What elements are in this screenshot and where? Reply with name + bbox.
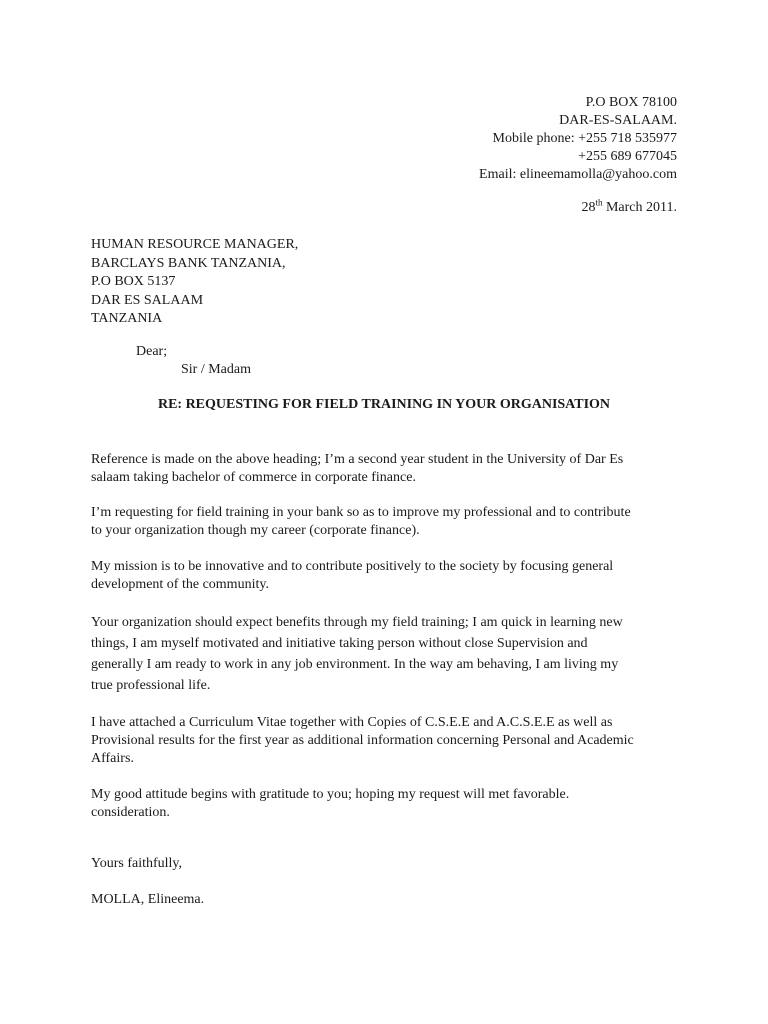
body-paragraph-5: [91, 714, 686, 768]
subject-heading: [0, 397, 768, 413]
paragraph-line: salaam taking bachelor of commerce in corporate finance.: [91, 470, 416, 485]
sender-address-block: [479, 94, 677, 184]
paragraph-line: generally I am ready to work in any job environment. In the way am behaving, I am living my: [91, 657, 619, 672]
paragraph-line: true professional life.: [91, 678, 211, 693]
paragraph-line: I have attached a Curriculum Vitae together with Copies of C.S.E.E and A.C.S.E.E as well as: [91, 715, 613, 730]
paragraph-line: Provisional results for the first year as additional information concerning Personal and Academic: [91, 733, 634, 748]
sender-email: Email: elineemamolla@yahoo.com: [479, 167, 677, 182]
salutation: [136, 343, 251, 379]
sender-po-box: P.O BOX 78100: [585, 95, 677, 110]
body-paragraph-6: [91, 786, 686, 822]
sender-mobile-1: Mobile phone: +255 718 535977: [492, 131, 677, 146]
sender-city: DAR-ES-SALAAM.: [559, 113, 677, 128]
paragraph-line: to your organization though my career (corporate finance).: [91, 523, 420, 538]
paragraph-line: I’m requesting for field training in your bank so as to improve my professional and to contribute: [91, 505, 631, 520]
salutation-dear: Dear;: [136, 344, 168, 359]
date-day: 28: [581, 200, 596, 215]
paragraph-line: Your organization should expect benefits through my field training; I am quick in learning new: [91, 615, 623, 630]
paragraph-line: Reference is made on the above heading; I’m a second year student in the University of Dar Es: [91, 452, 624, 467]
paragraph-line: Affairs.: [91, 751, 134, 766]
body-paragraph-3: [91, 558, 686, 594]
body-paragraph-1: [91, 451, 686, 487]
letter-date: [581, 197, 677, 216]
sender-mobile-2: +255 689 677045: [578, 149, 677, 164]
date-suffix: th: [595, 197, 603, 208]
recipient-line: HUMAN RESOURCE MANAGER,: [91, 237, 299, 252]
subject-text: RE: REQUESTING FOR FIELD TRAINING IN YOUR ORGANISATION: [157, 397, 611, 412]
signature-name: MOLLA, Elineema.: [91, 892, 205, 907]
recipient-line: BARCLAYS BANK TANZANIA,: [91, 255, 286, 271]
recipient-address-block: [91, 236, 298, 329]
paragraph-line: consideration.: [91, 805, 170, 820]
salutation-sir-madam: Sir / Madam: [181, 362, 251, 377]
paragraph-line: things, I am myself motivated and initiative taking person without close Supervision and: [91, 636, 588, 651]
paragraph-line: My mission is to be innovative and to contribute positively to the society by focusing general: [91, 559, 614, 574]
recipient-line: P.O BOX 5137: [91, 274, 176, 289]
paragraph-line: development of the community.: [91, 577, 269, 592]
body-paragraph-4: [91, 612, 686, 696]
date-rest: March 2011.: [602, 200, 677, 215]
paragraph-line: My good attitude begins with gratitude to you; hoping my request will met favorable.: [91, 787, 570, 802]
closing-phrase: Yours faithfully,: [91, 856, 183, 871]
recipient-line: TANZANIA: [91, 311, 163, 326]
recipient-line: DAR ES SALAAM: [91, 292, 204, 308]
body-paragraph-2: [91, 504, 686, 540]
